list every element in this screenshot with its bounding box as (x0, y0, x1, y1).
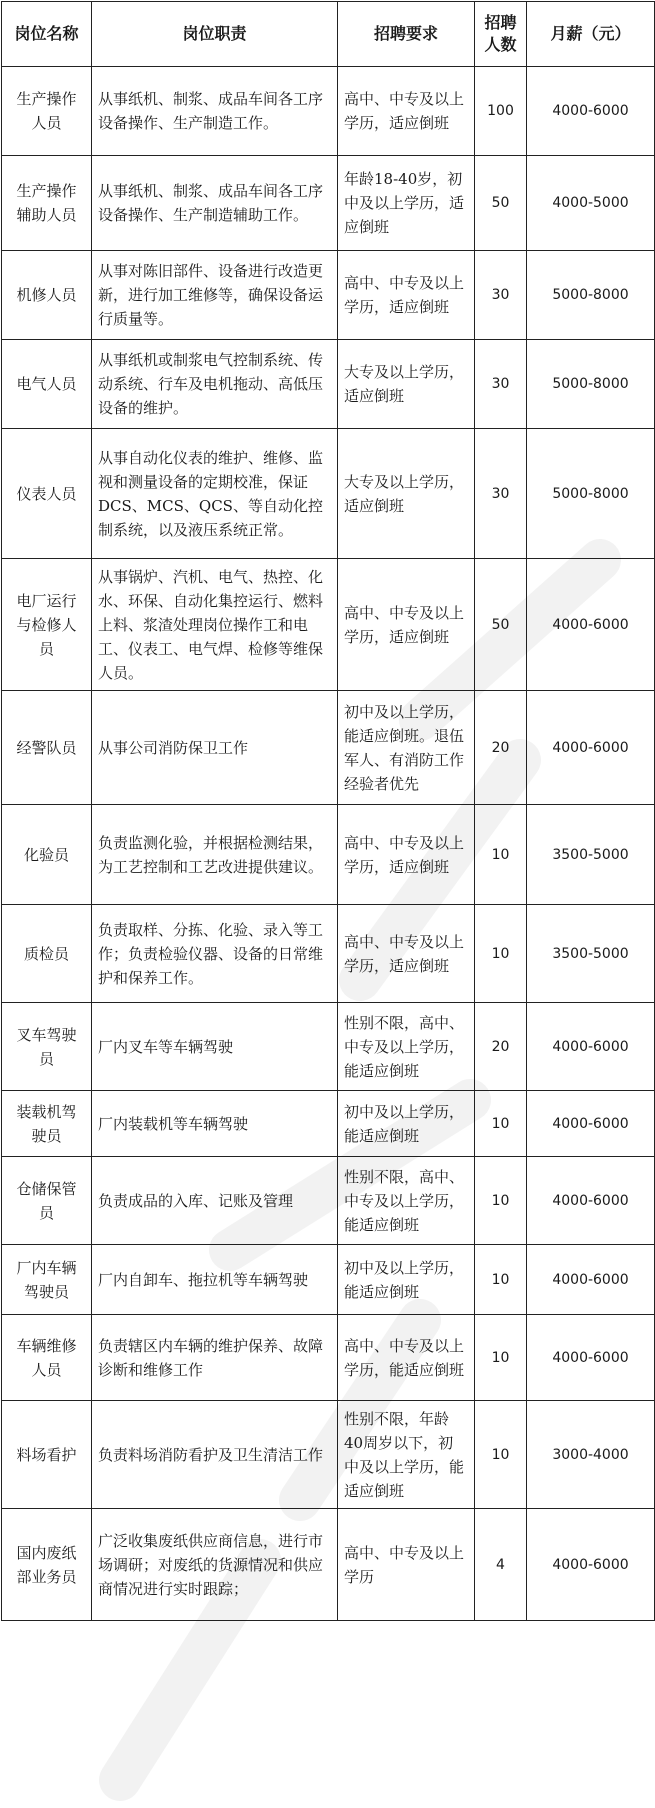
position-requirements: 性别不限，高中、中专及以上学历，能适应倒班 (338, 1003, 475, 1091)
position-name: 仪表人员 (2, 429, 92, 559)
position-duty: 负责料场消防看护及卫生清洁工作 (92, 1401, 338, 1509)
position-salary: 4000-6000 (527, 1003, 655, 1091)
table-row (2, 67, 655, 156)
table-row (2, 805, 655, 905)
position-requirements: 高中、中专及以上学历，适应倒班 (338, 805, 475, 905)
position-duty: 从事对陈旧部件、设备进行改造更新，进行加工维修等，确保设备运行质量等。 (92, 251, 338, 340)
position-salary: 3500-5000 (527, 805, 655, 905)
position-name: 机修人员 (2, 251, 92, 340)
table-row (2, 1091, 655, 1157)
position-requirements: 高中、中专及以上学历，能适应倒班 (338, 1315, 475, 1401)
position-requirements: 性别不限，年龄40周岁以下，初中及以上学历，能适应倒班 (338, 1401, 475, 1509)
position-count: 10 (475, 1157, 527, 1245)
position-requirements: 高中、中专及以上学历 (338, 1509, 475, 1621)
position-requirements: 高中、中专及以上学历，适应倒班 (338, 559, 475, 691)
position-requirements: 初中及以上学历，能适应倒班。退伍军人、有消防工作经验者优先 (338, 691, 475, 805)
position-duty: 从事锅炉、汽机、电气、热控、化水、环保、自动化集控运行、燃料上料、浆渣处理岗位操作工和电工、仪表工、电气焊、检修等维保人员。 (92, 559, 338, 691)
position-requirements: 性别不限，高中、中专及以上学历，能适应倒班 (338, 1157, 475, 1245)
header-pay: 月薪（元） (527, 2, 655, 67)
position-count: 20 (475, 1003, 527, 1091)
position-duty: 负责成品的入库、记账及管理 (92, 1157, 338, 1245)
position-name: 质检员 (2, 905, 92, 1003)
position-count: 10 (475, 805, 527, 905)
table-row (2, 251, 655, 340)
table-row (2, 1315, 655, 1401)
table-row (2, 559, 655, 691)
position-requirements: 高中、中专及以上学历，适应倒班 (338, 251, 475, 340)
recruitment-table (1, 1, 655, 1621)
position-name: 车辆维修人员 (2, 1315, 92, 1401)
position-requirements: 高中、中专及以上学历，适应倒班 (338, 905, 475, 1003)
header-row (2, 2, 655, 67)
position-duty: 厂内叉车等车辆驾驶 (92, 1003, 338, 1091)
position-name: 电气人员 (2, 340, 92, 429)
position-salary: 5000-8000 (527, 251, 655, 340)
table-row (2, 429, 655, 559)
header-duty: 岗位职责 (92, 2, 338, 67)
position-salary: 4000-5000 (527, 156, 655, 251)
position-count: 50 (475, 156, 527, 251)
position-salary: 4000-6000 (527, 1157, 655, 1245)
position-count: 10 (475, 905, 527, 1003)
position-salary: 5000-8000 (527, 340, 655, 429)
position-salary: 4000-6000 (527, 1315, 655, 1401)
position-duty: 负责取样、分拣、化验、录入等工作；负责检验仪器、设备的日常维护和保养工作。 (92, 905, 338, 1003)
table-row (2, 691, 655, 805)
position-salary: 4000-6000 (527, 559, 655, 691)
position-count: 10 (475, 1401, 527, 1509)
position-count: 30 (475, 429, 527, 559)
position-count: 4 (475, 1509, 527, 1621)
table-row (2, 156, 655, 251)
position-name: 仓储保管员 (2, 1157, 92, 1245)
position-duty: 负责监测化验，并根据检测结果，为工艺控制和工艺改进提供建议。 (92, 805, 338, 905)
position-requirements: 高中、中专及以上学历，适应倒班 (338, 67, 475, 156)
position-duty: 从事公司消防保卫工作 (92, 691, 338, 805)
position-count: 50 (475, 559, 527, 691)
position-count: 100 (475, 67, 527, 156)
position-count: 10 (475, 1315, 527, 1401)
table-row (2, 905, 655, 1003)
position-salary: 4000-6000 (527, 67, 655, 156)
position-name: 厂内车辆驾驶员 (2, 1245, 92, 1315)
header-name: 岗位名称 (2, 2, 92, 67)
position-duty: 从事纸机、制浆、成品车间各工序设备操作、生产制造辅助工作。 (92, 156, 338, 251)
position-salary: 4000-6000 (527, 1091, 655, 1157)
position-salary: 4000-6000 (527, 1509, 655, 1621)
position-requirements: 大专及以上学历，适应倒班 (338, 340, 475, 429)
position-salary: 4000-6000 (527, 1245, 655, 1315)
position-name: 料场看护 (2, 1401, 92, 1509)
position-requirements: 初中及以上学历，能适应倒班 (338, 1091, 475, 1157)
position-requirements: 初中及以上学历，能适应倒班 (338, 1245, 475, 1315)
table-row (2, 1509, 655, 1621)
position-duty: 厂内装载机等车辆驾驶 (92, 1091, 338, 1157)
position-salary: 3000-4000 (527, 1401, 655, 1509)
position-count: 30 (475, 251, 527, 340)
position-requirements: 年龄18-40岁，初中及以上学历，适应倒班 (338, 156, 475, 251)
position-duty: 广泛收集废纸供应商信息，进行市场调研；对废纸的货源情况和供应商情况进行实时跟踪； (92, 1509, 338, 1621)
position-count: 10 (475, 1245, 527, 1315)
position-name: 经警队员 (2, 691, 92, 805)
position-name: 生产操作辅助人员 (2, 156, 92, 251)
position-duty: 从事纸机或制浆电气控制系统、传动系统、行车及电机拖动、高低压设备的维护。 (92, 340, 338, 429)
position-duty: 负责辖区内车辆的维护保养、故障诊断和维修工作 (92, 1315, 338, 1401)
position-name: 电厂运行与检修人员 (2, 559, 92, 691)
table-row (2, 340, 655, 429)
position-count: 20 (475, 691, 527, 805)
position-name: 国内废纸部业务员 (2, 1509, 92, 1621)
position-salary: 5000-8000 (527, 429, 655, 559)
position-count: 30 (475, 340, 527, 429)
table-row (2, 1003, 655, 1091)
position-requirements: 大专及以上学历，适应倒班 (338, 429, 475, 559)
position-name: 化验员 (2, 805, 92, 905)
position-name: 装载机驾驶员 (2, 1091, 92, 1157)
table-row (2, 1245, 655, 1315)
table-row (2, 1157, 655, 1245)
position-salary: 4000-6000 (527, 691, 655, 805)
header-count: 招聘人数 (475, 2, 527, 67)
position-count: 10 (475, 1091, 527, 1157)
position-salary: 3500-5000 (527, 905, 655, 1003)
header-req: 招聘要求 (338, 2, 475, 67)
table-row (2, 1401, 655, 1509)
position-name: 叉车驾驶员 (2, 1003, 92, 1091)
position-name: 生产操作人员 (2, 67, 92, 156)
position-duty: 从事自动化仪表的维护、维修、监视和测量设备的定期校准，保证DCS、MCS、QCS、等自动化控制系统，以及液压系统正常。 (92, 429, 338, 559)
position-duty: 厂内自卸车、拖拉机等车辆驾驶 (92, 1245, 338, 1315)
position-duty: 从事纸机、制浆、成品车间各工序设备操作、生产制造工作。 (92, 67, 338, 156)
